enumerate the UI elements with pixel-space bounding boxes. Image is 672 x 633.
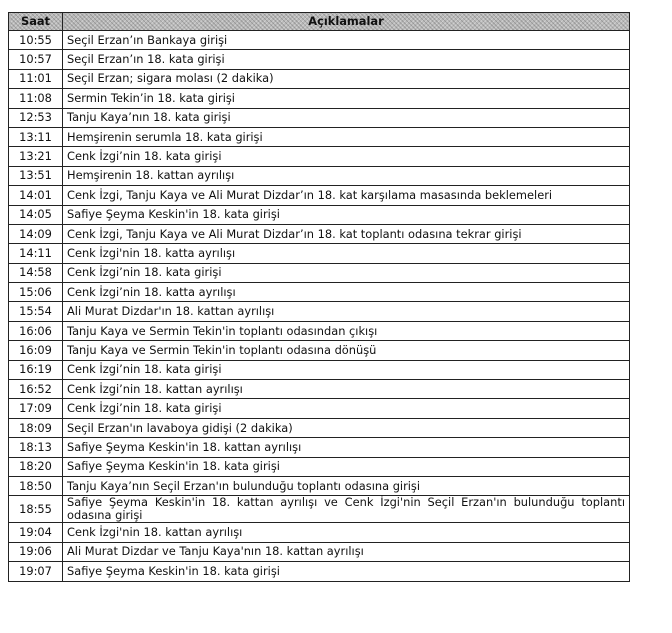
row-time: 14:11 <box>9 244 63 263</box>
table-row <box>9 186 630 205</box>
row-time: 18:50 <box>9 476 63 495</box>
table-row <box>9 205 630 224</box>
table-row <box>9 244 630 263</box>
table-row <box>9 523 630 542</box>
row-time: 16:09 <box>9 341 63 360</box>
table-row <box>9 69 630 88</box>
row-description: Cenk İzgi’nin 18. kata girişi <box>63 263 630 282</box>
row-description: Seçil Erzan’ın 18. kata girişi <box>63 50 630 69</box>
row-time: 13:11 <box>9 127 63 146</box>
table-row <box>9 542 630 561</box>
table-row <box>9 476 630 495</box>
row-description: Seçil Erzan’ın Bankaya girişi <box>63 31 630 50</box>
table-row <box>9 418 630 437</box>
row-time: 13:21 <box>9 147 63 166</box>
table-row <box>9 457 630 476</box>
table-row <box>9 399 630 418</box>
row-description: Seçil Erzan; sigara molası (2 dakika) <box>63 69 630 88</box>
row-time: 18:55 <box>9 496 63 523</box>
row-description: Safiye Şeyma Keskin'in 18. kata girişi <box>63 457 630 476</box>
row-description: Ali Murat Dizdar ve Tanju Kaya'nın 18. kattan ayrılışı <box>63 542 630 561</box>
row-description: Safiye Şeyma Keskin'in 18. kata girişi <box>63 205 630 224</box>
row-description: Sermin Tekin’in 18. kata girişi <box>63 89 630 108</box>
table-body <box>9 31 630 582</box>
row-description: Cenk İzgi, Tanju Kaya ve Ali Murat Dizdar’ın 18. kat toplantı odasına tekrar girişi <box>63 224 630 243</box>
row-description: Safiye Şeyma Keskin'in 18. kata girişi <box>63 562 630 581</box>
table-row <box>9 496 630 523</box>
table-row <box>9 283 630 302</box>
row-description: Tanju Kaya ve Sermin Tekin'in toplantı odasına dönüşü <box>63 341 630 360</box>
table-row <box>9 263 630 282</box>
header-row <box>9 13 630 31</box>
table-row <box>9 127 630 146</box>
table-row <box>9 50 630 69</box>
row-description: Cenk İzgi'nin 18. katta ayrılışı <box>63 244 630 263</box>
row-description: Cenk İzgi, Tanju Kaya ve Ali Murat Dizdar’ın 18. kat karşılama masasında beklemeleri <box>63 186 630 205</box>
row-time: 12:53 <box>9 108 63 127</box>
row-time: 11:08 <box>9 89 63 108</box>
table-row <box>9 302 630 321</box>
row-description: Tanju Kaya’nın 18. kata girişi <box>63 108 630 127</box>
table-row <box>9 321 630 340</box>
table-row <box>9 108 630 127</box>
row-description: Seçil Erzan'ın lavaboya gidişi (2 dakika) <box>63 418 630 437</box>
row-description: Safiye Şeyma Keskin'in 18. kattan ayrılışı <box>63 438 630 457</box>
header-description: Açıklamalar <box>63 13 630 31</box>
row-time: 13:51 <box>9 166 63 185</box>
row-time: 11:01 <box>9 69 63 88</box>
table-row <box>9 438 630 457</box>
row-description: Tanju Kaya’nın Seçil Erzan'ın bulunduğu toplantı odasına girişi <box>63 476 630 495</box>
table-row <box>9 89 630 108</box>
row-description: Cenk İzgi’nin 18. kata girişi <box>63 360 630 379</box>
row-time: 10:55 <box>9 31 63 50</box>
row-time: 16:52 <box>9 380 63 399</box>
row-time: 10:57 <box>9 50 63 69</box>
row-description: Cenk İzgi’nin 18. kattan ayrılışı <box>63 380 630 399</box>
row-time: 16:19 <box>9 360 63 379</box>
row-time: 17:09 <box>9 399 63 418</box>
row-description: Cenk İzgi’nin 18. kata girişi <box>63 147 630 166</box>
row-time: 15:06 <box>9 283 63 302</box>
row-description: Cenk İzgi’nin 18. katta ayrılışı <box>63 283 630 302</box>
row-time: 19:07 <box>9 562 63 581</box>
table-row <box>9 166 630 185</box>
event-log-table <box>8 12 630 582</box>
row-description: Safiye Şeyma Keskin'in 18. kattan ayrılışı ve Cenk İzgi'nin Seçil Erzan'ın bulunduğu toplantı odasına girişi <box>63 496 630 523</box>
row-time: 16:06 <box>9 321 63 340</box>
table-header <box>9 13 630 31</box>
row-time: 14:09 <box>9 224 63 243</box>
row-time: 19:04 <box>9 523 63 542</box>
table-row <box>9 562 630 581</box>
row-description: Cenk İzgi’nin 18. kata girişi <box>63 399 630 418</box>
table-row <box>9 31 630 50</box>
header-time: Saat <box>9 13 63 31</box>
table-row <box>9 147 630 166</box>
row-description: Cenk İzgi'nin 18. kattan ayrılışı <box>63 523 630 542</box>
row-time: 15:54 <box>9 302 63 321</box>
row-description: Ali Murat Dizdar'ın 18. kattan ayrılışı <box>63 302 630 321</box>
row-time: 14:01 <box>9 186 63 205</box>
table-row <box>9 360 630 379</box>
row-description: Hemşirenin serumla 18. kata girişi <box>63 127 630 146</box>
table-row <box>9 341 630 360</box>
row-description: Hemşirenin 18. kattan ayrılışı <box>63 166 630 185</box>
table-row <box>9 380 630 399</box>
row-time: 19:06 <box>9 542 63 561</box>
row-time: 18:13 <box>9 438 63 457</box>
row-time: 14:05 <box>9 205 63 224</box>
row-time: 18:20 <box>9 457 63 476</box>
row-description: Tanju Kaya ve Sermin Tekin'in toplantı odasından çıkışı <box>63 321 630 340</box>
row-time: 18:09 <box>9 418 63 437</box>
row-time: 14:58 <box>9 263 63 282</box>
table-row <box>9 224 630 243</box>
